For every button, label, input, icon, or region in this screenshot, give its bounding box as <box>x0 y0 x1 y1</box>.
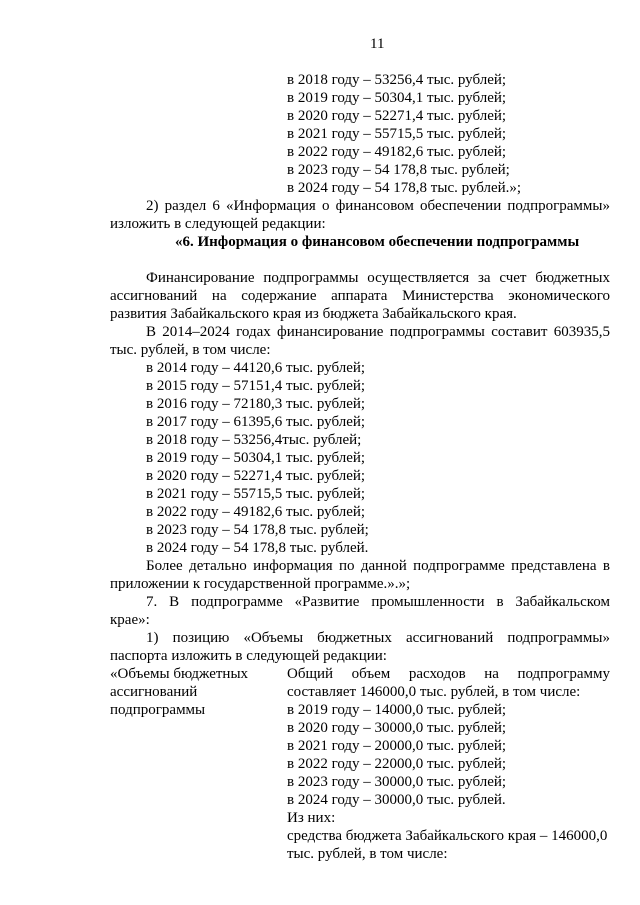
table-year-item: в 2024 году – 30000,0 тыс. рублей. <box>287 792 506 808</box>
total-para-line1: В 2014–2024 годах финансирование подпрограммы составит 603935,5 <box>146 324 610 340</box>
list-item: в 2022 году – 49182,6 тыс. рублей; <box>146 504 366 520</box>
financing-para-line3: развития Забайкальского края из бюджета Забайкальского края. <box>110 306 517 322</box>
list-item: в 2019 году – 50304,1 тыс. рублей; <box>146 450 366 466</box>
item7-line1: 7. В подпрограмме «Развитие промышленности в Забайкальском <box>146 594 610 610</box>
list-item: в 2023 году – 54 178,8 тыс. рублей; <box>287 162 510 178</box>
detail-para-line1: Более детально информация по данной подпрограмме представлена в <box>146 558 610 574</box>
list-item: в 2021 году – 55715,5 тыс. рублей; <box>287 126 507 142</box>
table-of-them: Из них: <box>287 810 336 826</box>
list-item: в 2019 году – 50304,1 тыс. рублей; <box>287 90 507 106</box>
list-item: в 2017 году – 61395,6 тыс. рублей; <box>146 414 366 430</box>
table-year-item: в 2022 году – 22000,0 тыс. рублей; <box>287 756 507 772</box>
financing-para-line1: Финансирование подпрограммы осуществляется за счет бюджетных <box>146 270 610 286</box>
table-budget-line2: тыс. рублей, в том числе: <box>287 846 448 862</box>
list-item: в 2024 году – 54 178,8 тыс. рублей. <box>146 540 369 556</box>
table-budget-line1: средства бюджета Забайкальского края – 146000,0 <box>287 828 608 844</box>
financing-para-line2: ассигнований на содержание аппарата Министерства экономического <box>110 288 610 304</box>
table-left-line: подпрограммы <box>110 702 206 718</box>
item2-line2: изложить в следующей редакции: <box>110 216 326 232</box>
list-item: в 2018 году – 53256,4тыс. рублей; <box>146 432 362 448</box>
list-item: в 2016 году – 72180,3 тыс. рублей; <box>146 396 366 412</box>
list-item: в 2024 году – 54 178,8 тыс. рублей.»; <box>287 180 522 196</box>
page-number: 11 <box>370 36 385 52</box>
total-para-line2: тыс. рублей, в том числе: <box>110 342 271 358</box>
table-left-line: ассигнований <box>110 684 198 700</box>
list-item: в 2020 году – 52271,4 тыс. рублей; <box>287 108 507 124</box>
item7-1-line1: 1) позицию «Объемы бюджетных ассигнований подпрограммы» <box>146 630 610 646</box>
item2-line1: 2) раздел 6 «Информация о финансовом обеспечении подпрограммы» <box>146 198 610 214</box>
table-year-item: в 2020 году – 30000,0 тыс. рублей; <box>287 720 507 736</box>
table-right-line1: Общий объем расходов на подпрограмму <box>287 666 610 682</box>
table-year-item: в 2021 году – 20000,0 тыс. рублей; <box>287 738 507 754</box>
table-year-item: в 2023 году – 30000,0 тыс. рублей; <box>287 774 507 790</box>
table-year-item: в 2019 году – 14000,0 тыс. рублей; <box>287 702 507 718</box>
list-item: в 2018 году – 53256,4 тыс. рублей; <box>287 72 507 88</box>
detail-para-line2: приложении к государственной программе.».»; <box>110 576 411 592</box>
list-item: в 2020 году – 52271,4 тыс. рублей; <box>146 468 366 484</box>
item7-1-line2: паспорта изложить в следующей редакции: <box>110 648 387 664</box>
table-left-line: «Объемы бюджетных <box>110 666 249 682</box>
list-item: в 2014 году – 44120,6 тыс. рублей; <box>146 360 366 376</box>
list-item: в 2021 году – 55715,5 тыс. рублей; <box>146 486 366 502</box>
table-right-line2: составляет 146000,0 тыс. рублей, в том числе: <box>287 684 581 700</box>
item7-line2: крае»: <box>110 612 150 628</box>
list-item: в 2022 году – 49182,6 тыс. рублей; <box>287 144 507 160</box>
list-item: в 2015 году – 57151,4 тыс. рублей; <box>146 378 366 394</box>
section-heading: «6. Информация о финансовом обеспечении подпрограммы <box>175 234 580 250</box>
list-item: в 2023 году – 54 178,8 тыс. рублей; <box>146 522 369 538</box>
